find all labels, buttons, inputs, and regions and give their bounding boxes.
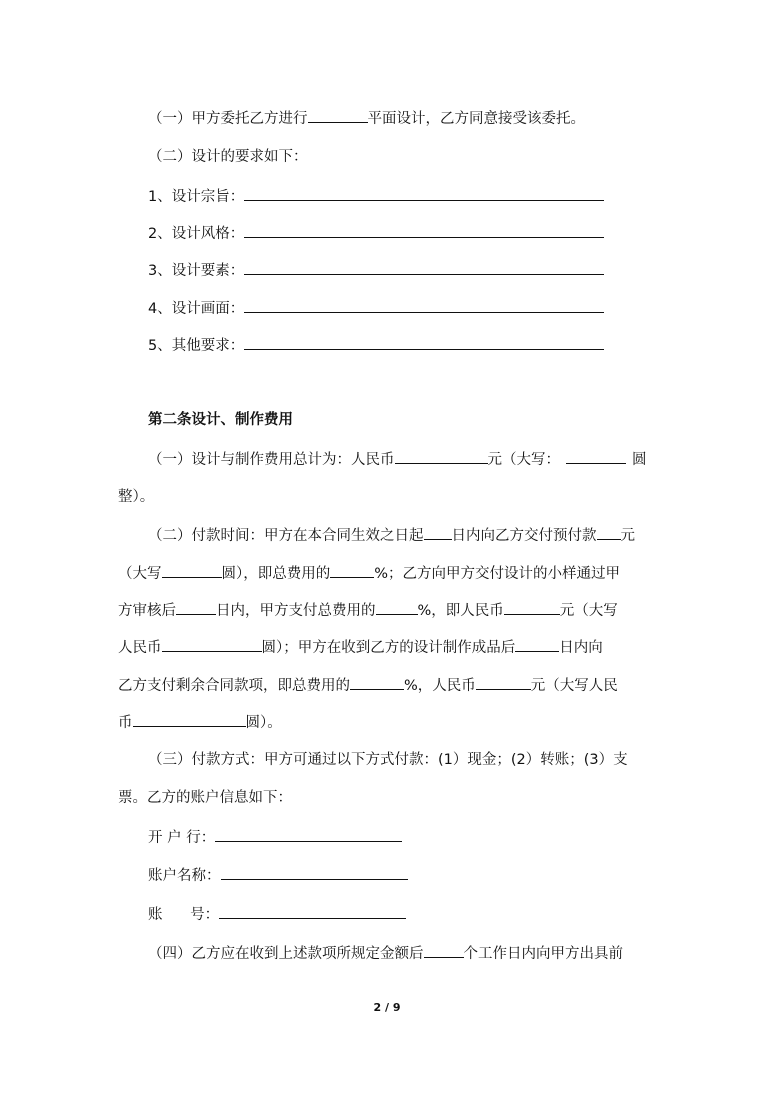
- requirement-item: 1、设计宗旨：: [148, 186, 604, 207]
- second-uppercase-blank[interactable]: [162, 637, 262, 652]
- account-name-row: 账户名称：: [148, 865, 408, 886]
- fee-total-line: （一）设计与制作费用总计为：人民币 元（大写： 圆: [148, 449, 647, 470]
- page-number: 2 / 9: [373, 1001, 401, 1014]
- article-2-heading: 第二条设计、制作费用: [148, 412, 293, 428]
- requirement-item: 5、其他要求：: [148, 335, 604, 356]
- prepay-percent-blank[interactable]: [330, 563, 374, 578]
- fee-amount-blank[interactable]: [395, 449, 488, 464]
- design-type-blank[interactable]: [308, 108, 368, 123]
- payment-time-line-6: 币 圆）。: [118, 712, 282, 733]
- final-amount-blank[interactable]: [476, 675, 531, 690]
- clause-2-text: （二）设计的要求如下：: [148, 149, 308, 165]
- account-number-row: 账 号：: [148, 904, 406, 925]
- review-days-blank[interactable]: [176, 600, 216, 615]
- payment-time-line-5: 乙方支付剩余合同款项，即总费用的 %，人民币 元（大写人民: [118, 675, 618, 696]
- fee-total-line-end: 整）。: [118, 489, 155, 505]
- workdays-blank[interactable]: [424, 943, 464, 958]
- account-bank-blank[interactable]: [215, 827, 402, 842]
- payment-time-line-4: 人民币 圆）；甲方在收到乙方的设计制作成品后 日内向: [118, 637, 603, 658]
- payment-method-line-1: （三）付款方式：甲方可通过以下方式付款：(1）现金；(2）转账；(3）支: [148, 752, 628, 768]
- final-uppercase-blank[interactable]: [133, 712, 246, 727]
- final-days-blank[interactable]: [515, 637, 559, 652]
- account-number-blank[interactable]: [219, 904, 406, 919]
- account-name-blank[interactable]: [221, 865, 408, 880]
- prepay-days-blank[interactable]: [424, 525, 452, 540]
- invoice-clause-line: （四）乙方应在收到上述款项所规定金额后 个工作日内向甲方出具前: [148, 943, 623, 964]
- prepay-uppercase-blank[interactable]: [162, 563, 222, 578]
- requirement-blank-elements[interactable]: [244, 260, 604, 275]
- final-percent-blank[interactable]: [350, 675, 404, 690]
- requirement-item: 2、设计风格：: [148, 223, 604, 244]
- payment-method-line-2: 票。乙方的账户信息如下：: [118, 790, 292, 806]
- requirement-item: 3、设计要素：: [148, 260, 604, 281]
- clause-1-text: （一）甲方委托乙方进行 平面设计，乙方同意接受该委托。: [148, 108, 585, 129]
- requirement-blank-style[interactable]: [244, 223, 604, 238]
- payment-time-line-3: 方审核后 日内，甲方支付总费用的 %，即人民币 元（大写: [118, 600, 618, 621]
- payment-time-line-1: （二）付款时间：甲方在本合同生效之日起 日内向乙方交付预付款 元: [148, 525, 635, 546]
- second-amount-blank[interactable]: [504, 600, 560, 615]
- prepay-amount-blank[interactable]: [597, 525, 621, 540]
- requirement-blank-visual[interactable]: [244, 298, 604, 313]
- requirement-item: 4、设计画面：: [148, 298, 604, 319]
- second-percent-blank[interactable]: [376, 600, 418, 615]
- fee-uppercase-blank[interactable]: [566, 449, 626, 464]
- account-bank-row: 开 户 行：: [148, 827, 402, 848]
- requirement-blank-other[interactable]: [244, 335, 604, 350]
- requirement-blank-purpose[interactable]: [244, 186, 604, 201]
- payment-time-line-2: （大写 圆），即总费用的 %；乙方向甲方交付设计的小样通过甲: [118, 563, 620, 584]
